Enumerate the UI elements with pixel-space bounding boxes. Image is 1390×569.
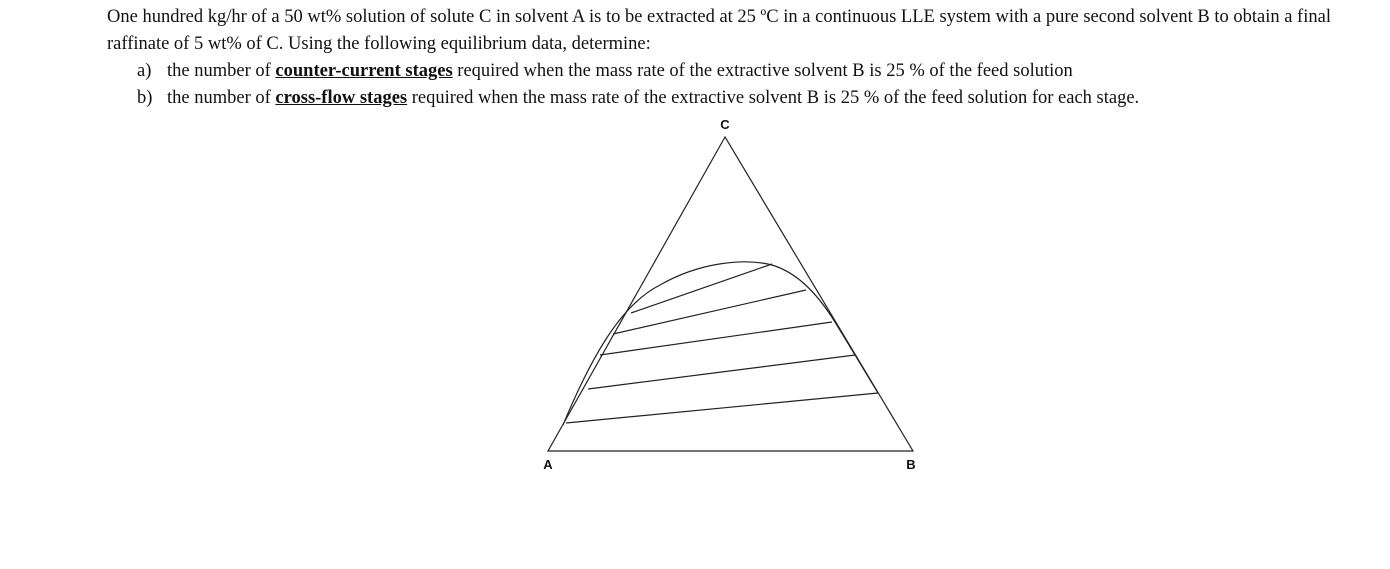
tie-line-1 (631, 264, 772, 313)
problem-intro: One hundred kg/hr of a 50 wt% solution of solute C in solvent A is to be extracted at 25 ºC in a continuous LLE system with a pure second solvent B to obtain a final raffinate of 5 wt% of C. Using the following equilibrium data, determine: (107, 7, 1331, 54)
question-b-text-after: required when the mass rate of the extractive solvent B is 25 % of the feed solution for each stage. (407, 88, 1140, 108)
question-a-text-after: required when the mass rate of the extractive solvent B is 25 % of the feed solution (452, 61, 1073, 81)
ternary-triangle (548, 137, 913, 451)
tie-line-3 (600, 322, 832, 355)
binodal-curve (563, 262, 878, 425)
question-b-text-before: the number of (167, 88, 276, 108)
vertex-label-a: A (543, 457, 553, 472)
tie-line-4 (588, 355, 855, 389)
question-a-marker: a) (137, 61, 152, 81)
vertex-label-b: B (906, 457, 916, 472)
question-a-text-before: the number of (167, 61, 276, 81)
tie-line-5 (566, 393, 878, 423)
question-b-marker: b) (137, 88, 153, 108)
vertex-label-c: C (720, 117, 730, 132)
question-b-emphasis: cross-flow stages (275, 88, 408, 108)
question-a-emphasis: counter-current stages (275, 61, 453, 81)
